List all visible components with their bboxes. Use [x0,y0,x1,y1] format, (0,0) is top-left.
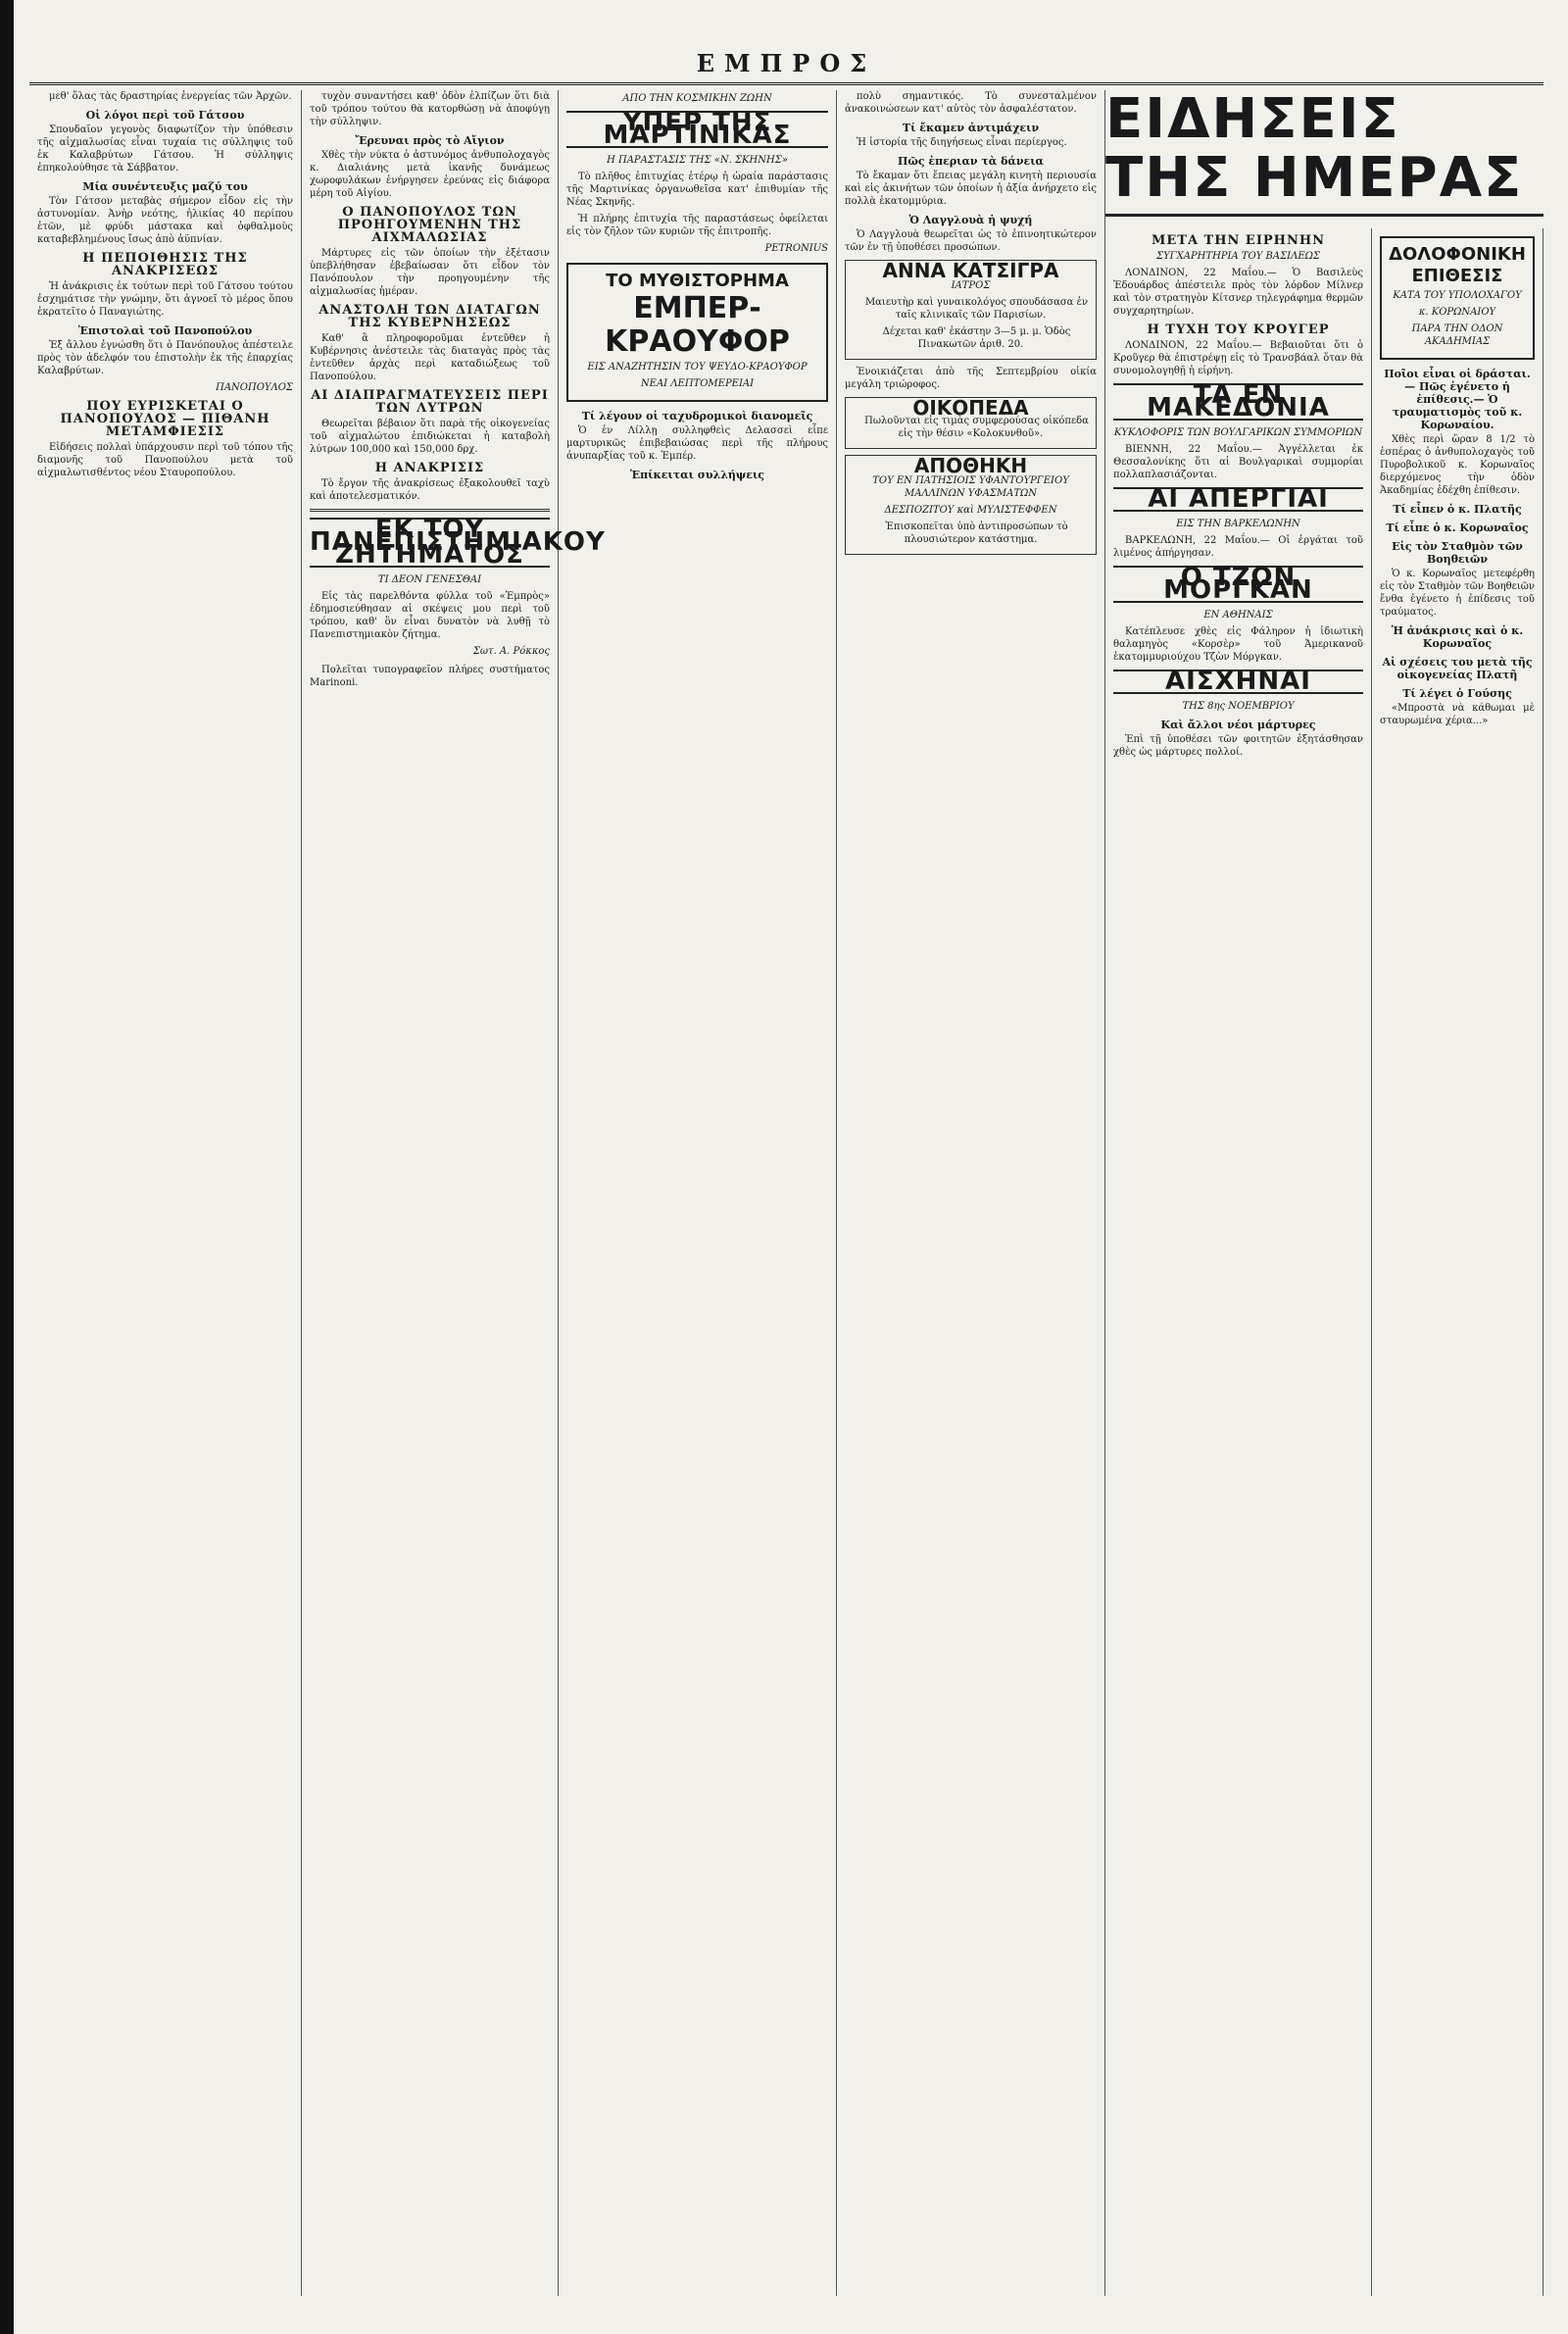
col6-head-6: Αἱ σχέσεις του μετὰ τῆς οἰκογενείας Πλατῆ [1382,656,1533,681]
col4-head-4: ΑΝΝΑ ΚΑΤΣΙΓΡΑ [882,259,1059,282]
col1-p5: Εἰδήσεις πολλαὶ ὑπάρχουσιν περὶ τοῦ τόπου τῆς διαμονῆς τοῦ Πανοπούλου μετὰ τοῦ αἰχμαλωτισθέντος νέου Σταυροπούλου. [37,442,293,478]
col5-subhead-2: ΣΥΓΧΑΡΗΤΗΡΙΑ ΤΟΥ ΒΑΣΙΛΕΩΣ [1156,251,1320,262]
col2-head-3: ΑΝΑΣΤΟΛΗ ΤΩΝ ΔΙΑΤΑΓΩΝ ΤΗΣ ΚΥΒΕΡΝΗΣΕΩΣ [318,303,541,330]
col2-p8: Πολεῖται τυπογραφεῖον πλήρες συστήματος Marinoni. [310,665,550,688]
column-5 [1105,228,1372,2296]
col5-head-2: ΜΕΤΑ ΤΗΝ ΕΙΡΗΝΗΝ [1151,233,1326,248]
col6-p1: Ποῖοι εἶναι οἱ δράσται.— Πῶς ἐγένετο ἡ ἐπίθεσις.— Ὁ τραυματισμὸς τοῦ κ. Κορωναίου. [1384,368,1531,431]
col2-p5: Θεωρεῖται βέβαιον ὅτι παρὰ τῆς οἰκογενείας τοῦ αἰχμαλώτου ἐπιδιώκεται ἡ καταβολὴ λύτρων 100,000 καὶ 150,000 δρχ. [310,419,550,455]
col4-p5: Μαιευτὴρ καὶ γυναικολόγος σπουδάσασα ἐν ταῖς κλινικαῖς τῶν Παρισίων. [864,297,1089,321]
col2-p4: Καθ' ἃ πληροφοροῦμαι ἐντεῦθεν ἡ Κυβέρνησις ἀνέστειλε τὰς διαταγὰς πρὸς τὰς ἐντεῦθεν ἀρχὰς περὶ καταδιώξεως τοῦ Πανοπούλου. [310,333,550,382]
col6-head-1b: ΕΠΙΘΕΣΙΣ [1411,266,1503,286]
col4-head-1: Τί ἔκαμεν ἀντιμάχειν [902,122,1040,134]
col6-p4: «Μπροστὰ νὰ κάθωμαι μὲ σταυρωμένα χέρια...» [1380,703,1535,726]
col2-head-1: Ἔρευναι πρὸς τὸ Αἴγιον [355,134,505,147]
col4-p3: Τὸ ἔκαμαν ὅτι ἔπειας μεγάλη κινητὴ περιουσία καὶ εἰς ἀκινήτων τῶν ὁποίων ἡ ἀξία ἀνήρχετο εἰς πολλὰ ἑκατομμύρια. [845,171,1097,207]
col6-p2: Χθὲς περὶ ὥραν 8 1/2 τὸ ἑσπέρας ὁ ἀνθυπολοχαγὸς τοῦ Πυροβολικοῦ κ. Κορωναῖος διερχόμενος τὴν ὁδὸν Ἀκαδημίας ἐδέχθη ἐπίθεσιν. [1380,434,1535,496]
col6-head-2: Τί εἶπεν ὁ κ. Πλατῆς [1393,503,1522,516]
col4-advert-doctor [845,260,1097,360]
col3-head-2b: ΕΜΠΕΡ-ΚΡΑΟΥΦΟΡ [605,291,790,359]
col3-novel-box [566,263,828,402]
col4-advert-plots [845,397,1097,449]
col5-head-5: ΑΙ ΑΠΕΡΓΙΑΙ [1113,487,1363,512]
column-4 [837,90,1105,2296]
col5-head-6: Ο ΤΖΩΝ ΜΟΡΓΚΑΝ [1113,566,1363,603]
col1-head-5: ΠΟΥ ΕΥΡΙΣΚΕΤΑΙ Ο ΠΑΝΟΠΟΥΛΟΣ — ΠΙΘΑΝΗ ΜΕΤΑΜΦΙΕΣΙΣ [60,399,270,439]
col6-subhead-1c: ΠΑΡΑ ΤΗΝ ΟΔΟΝ ΑΚΑΔΗΜΙΑΣ [1411,323,1503,347]
col3-subhead-1: Η ΠΑΡΑΣΤΑΣΙΣ ΤΗΣ «Ν. ΣΚΗΝΗΣ» [607,155,788,166]
col4-head-5: ΟΙΚΟΠΕΔΑ [912,396,1029,420]
col2-head-6: ΕΚ ΤΟΥ ΠΑΝΕΠΙΣΤΗΜΙΑΚΟΥ ΖΗΤΗΜΑΤΟΣ [310,515,606,570]
col5-subhead-4: ΚΥΚΛΟΦΟΡΙΣ ΤΩΝ ΒΟΥΛΓΑΡΙΚΩΝ ΣΥΜΜΟΡΙΩΝ [1113,427,1363,438]
col5-head-7: ΑΙΣΧΗΝΑΙ [1113,670,1363,694]
col6-head-7: Τί λέγει ὁ Γούσης [1402,687,1512,700]
col6-subhead-1b: κ. ΚΟΡΩΝΑΙΟΥ [1418,307,1496,318]
col5-p6: Καὶ ἄλλοι νέοι μάρτυρες [1160,719,1316,731]
col1-p1: Σπουδαῖον γεγονὸς διαφωτίζον τὴν ὑπόθεσιν τῆς αἰχμαλωσίας εἶναι τυχαία τις σύλληψις τοῦ ἐκ Καλαβρύτων Γάτσου. Ἡ σύλληψις ἐπηκολούθησε τὰ Σάββατον. [37,124,293,174]
col5-head-1: ΕΙΔΗΣΕΙΣ ΤΗΣ ΗΜΕΡΑΣ [1105,90,1544,217]
col6-p3: Ὁ κ. Κορωναῖος μετεφέρθη εἰς τὸν Σταθμὸν τῶν Βοηθειῶν ἔνθα ἐγένετο ἡ ἐπίδεσις τοῦ τραύματος. [1380,569,1535,618]
column-1 [29,90,302,2296]
col4-head-2: Πῶς ἐπεριαν τὰ δάνεια [898,155,1044,168]
col5-p3: ΒΙΕΝΝΗ, 22 Μαΐου.— Ἀγγέλλεται ἐκ Θεσσαλονίκης ὅτι αἱ Βουλγαρικαὶ συμμορίαι πολλαπλασιάζονται. [1113,444,1363,480]
col3-p5: Ἐπίκειται συλλήψεις [630,469,764,481]
col6-head-4: Εἰς τὸν Σταθμὸν τῶν Βοηθειῶν [1392,540,1523,566]
col5-p4: ΒΑΡΚΕΛΩΝΗ, 22 Μαΐου.— Οἱ ἐργάται τοῦ λιμένος ἀπήργησαν. [1113,535,1363,559]
col4-p7: Ἐνοικιάζεται ἀπὸ τῆς Σεπτεμβρίου οἰκία μεγάλη τριώροφος. [845,367,1097,390]
col1-p3: Ἡ ἀνάκρισις ἐκ τούτων περὶ τοῦ Γάτσου τούτου ἐσχημάτισε τὴν γνώμην, ὅτι ἀγνοεῖ τὸ μέρος ὅπου ἐκρατεῖτο ὁ Παναγιώτης. [37,281,293,318]
col6-head-5: Ἡ ἀνάκρισις καὶ ὁ κ. Κορωναῖος [1391,624,1524,650]
col1-signature: ΠΑΝΟΠΟΥΛΟΣ [216,382,293,393]
col2-p3: Μάρτυρες εἰς τῶν ὁποίων τὴν ἐξέτασιν ὑπεβλήθησαν ἐβεβαίωσαν ὅτι εἶδον τὸν Πανόπουλον τὴν προηγουμένην τῆς αἰχμαλωσίας ἡμέραν. [310,248,550,297]
col2-p2: Χθὲς τὴν νύκτα ὁ ἀστυνόμος ἀνθυπολοχαγὸς κ. Διαλιάνης μετὰ ἰκανῆς δυνάμεως χωροφυλάκων ἐνήργησεν ἐρεύνας εἰς διάφορα μέρη τοῦ Αἰγίου. [310,150,550,199]
col4-subhead-4: ΙΑΤΡΟΣ [951,280,991,291]
col3-head-1: ΥΠΕΡ ΤΗΣ ΜΑΡΤΙΝΙΚΑΣ [566,111,828,148]
col4-p4: Ὁ Λαγγλουὰ θεωρεῖται ὡς τὸ ἐπινοητικώτερον τῶν ἐν τῇ ὑποθέσει προσώπων. [845,229,1097,253]
col6-head-1: ΔΟΛΟΦΟΝΙΚΗ [1389,244,1526,265]
col1-head-4: Ἐπιστολαὶ τοῦ Πανοπούλου [77,324,253,337]
col5-subhead-6: ΕΝ ΑΘΗΝΑΙΣ [1203,610,1273,621]
masthead-title: ΕΜΠΡΟΣ [696,49,877,77]
col1-head-1: Οἱ λόγοι περὶ τοῦ Γάτσου [85,109,245,122]
col2-p1: τυχὸν συναντήσει καθ' ὁδὸν ἐλπίζων ὅτι διὰ τοῦ τρόπου τούτου θὰ κατορθώσῃ νὰ ἀποφύγῃ τὴν σύλληψιν. [310,91,550,127]
col6-head-3: Τί εἶπε ὁ κ. Κορωναῖος [1386,521,1529,534]
col5-p5: Κατέπλευσε χθὲς εἰς Φάληρον ἡ ἰδιωτικὴ θαλαμηγὸς «Κορσὲρ» τοῦ Ἀμερικανοῦ ἑκατομμυριούχου Τζὼν Μόργκαν. [1113,626,1363,663]
col3-p4: Ὁ ἐν Λίλλῃ συλληφθεὶς Δελασσεὶ εἶπε μαρτυρικῶς ἐπιβεβαιώσας περὶ τῆς πλήρους ἀνυπαρξίας τοῦ κ. Ἐμπέρ. [566,425,828,462]
col5-p2: ΛΟΝΔΙΝΟΝ, 22 Μαΐου.— Βεβαιοῦται ὅτι ὁ Κροῦγερ θὰ ἐπιστρέψῃ εἰς τὸ Τρανσβάαλ ὅταν θὰ συνομολογηθῇ ἡ εἰρήνη. [1113,340,1363,376]
col3-head-2: ΤΟ ΜΥΘΙΣΤΟΡΗΜΑ [606,271,789,291]
col5-head-4: ΤΑ ΕΝ ΜΑΚΕΔΟΝΙΑ [1113,383,1363,421]
col5-head-3: Η ΤΥΧΗ ΤΟΥ ΚΡΟΥΓΕΡ [1147,323,1330,337]
col6-subhead-1: ΚΑΤΑ ΤΟΥ ΥΠΟΛΟΧΑΓΟΥ [1393,290,1522,301]
col3-p1: Τὸ πλῆθος ἐπιτυχίας ἑτέρῳ ἡ ὡραία παράστασις τῆς Μαρτινίκας ὀργανωθεῖσα κατ' ἐπιθυμίαν τῆς Νέας Σκηνῆς. [566,172,828,208]
col5-subhead-7: ΤΗΣ 8ης ΝΟΕΜΒΡΙΟΥ [1182,701,1295,712]
col2-head-4: ΑΙ ΔΙΑΠΡΑΓΜΑΤΕΥΣΕΙΣ ΠΕΡΙ ΤΩΝ ΛΥΤΡΩΝ [311,388,549,416]
col4-subhead-6b: ΔΕΣΠΟΖΙΤΟΥ καὶ ΜΥΛΙΣΤΕΦΦΕΝ [884,505,1057,516]
col2-signature: Σωτ. Α. Ρόκκος [472,646,550,657]
col3-signature: PETRONIUS [764,243,828,254]
col1-head-3: Η ΠΕΠΟΙΘΗΣΙΣ ΤΗΣ ΑΝΑΚΡΙΣΕΩΣ [82,251,248,278]
col3-subhead-2: ΕΙΣ ΑΝΑΖΗΤΗΣΙΝ ΤΟΥ ΨΕΥΔΟ-ΚΡΑΟΥΦΟΡ [587,362,808,372]
column-6 [1372,228,1544,2296]
col2-p7: Εἰς τὰς παρελθόντα φύλλα τοῦ «Ἐμπρὸς» ἐδημοσιεύθησαν αἱ σκέψεις μου περὶ τοῦ τρόπου, καθ' ὃν εἶναι δυνατὸν νὰ λυθῇ τὸ Πανεπιστημιακὸν ζήτημα. [310,591,550,640]
col6-headline-box [1380,236,1535,360]
news-of-the-day-banner [1105,87,1544,223]
col4-p6: Δέχεται καθ' ἑκάστην 3—5 μ. μ. Ὁδὸς Πινακωτῶν ἀριθ. 20. [882,326,1071,350]
col5-subhead-5: ΕΙΣ ΤΗΝ ΒΑΡΚΕΛΩΝΗΝ [1176,519,1300,529]
column-3 [559,90,837,2296]
col3-p3: Τί λέγουν οἱ ταχυδρομικοὶ διανομεῖς [581,410,813,422]
col2-head-2: Ο ΠΑΝΟΠΟΥΛΟΣ ΤΩΝ ΠΡΟΗΓΟΥΜΕΝΗΝ ΤΗΣ ΑΙΧΜΑΛΩΣΙΑΣ [337,205,522,245]
col4-head-6: ΑΠΟΘΗΚΗ [913,454,1028,477]
col2-p6: Τὸ ἔργον τῆς ἀνακρίσεως ἐξακολουθεῖ ταχὺ καὶ ἀποτελεσματικόν. [310,478,550,502]
col4-advert-warehouse [845,455,1097,555]
col4-p9: Ἐπισκοπεῖται ὑπὸ ἀντιπροσώπων τὸ πλουσιώτερον κατάστημα. [885,521,1068,545]
col3-subhead-2b: ΝΕΑΙ ΛΕΠΤΟΜΕΡΕΙΑΙ [640,378,755,389]
col5-p7: Ἐπὶ τῇ ὑποθέσει τῶν φοιτητῶν ἐξητάσθησαν χθὲς ὡς μάρτυρες πολλοί. [1113,734,1363,758]
binding-edge [0,0,14,2334]
col2-subhead-6: ΤΙ ΔΕΟΝ ΓΕΝΕΣΘΑΙ [377,574,482,585]
col2-head-5: Η ΑΝΑΚΡΙΣΙΣ [374,461,485,475]
col4-p8: Πωλοῦνται εἰς τιμὰς συμφερούσας οἰκόπεδα εἰς τὴν θέσιν «Κολοκυνθοῦ». [864,416,1089,439]
col1-head-2: Μία συνέντευξις μαζύ του [82,180,248,193]
col4-p1: πολὺ σημαντικός. Τὸ συνεσταλμένον ἀνακοινώσεων κατ' αὐτὸς τὸν ἀσφαλέστατον. [845,91,1097,115]
col4-subhead-6: ΤΟΥ ΕΝ ΠΑΤΗΣΙΟΙΣ ΥΦΑΝΤΟΥΡΓΕΙΟΥ ΜΑΛΛΙΝΩΝ ΥΦΑΣΜΑΤΩΝ [872,475,1069,499]
col4-head-3: Ὁ Λαγγλουὰ ἡ ψυχή [908,214,1033,226]
col4-p2: Ἡ ἱστορία τῆς διηγήσεως εἶναι περίεργος. [857,137,1067,148]
column-2 [302,90,606,2296]
col3-kicker: ΑΠΟ ΤΗΝ ΚΟΣΜΙΚΗΝ ΖΩΗΝ [622,93,772,104]
col5-p1: ΛΟΝΔΙΝΟΝ, 22 Μαΐου.— Ὁ Βασιλεὺς Ἐδουάρδος ἀπέστειλε πρὸς τὸν λόρδον Μίλνερ καὶ τὸν στρατηγὸν Κίτσνερ τηλεγράφημα θερμῶν συγχαρητηρίων. [1113,268,1363,317]
masthead [29,49,1544,85]
col1-opening: μεθ' ὅλας τὰς δραστηρίας ἐνεργείας τῶν Ἀρχῶν. [49,91,292,102]
col3-p2: Ἡ πλήρης ἐπιτυχία τῆς παραστάσεως ὀφείλεται εἰς τὸν ζῆλον τῶν κυριῶν τῆς ἐπιτροπῆς. [566,214,828,237]
col1-p4: Ἐξ ἄλλου ἐγνώσθη ὅτι ὁ Πανόπουλος ἀπέστειλε πρὸς τὸν ἀδελφόν του ἐπιστολὴν ἐκ τῆς ἐπαρχίας Καλαβρύτων. [37,340,293,376]
col1-p2: Τὸν Γάτσον μεταβὰς σήμερον εἶδον εἰς τὴν ἀστυνομίαν. Ἀνὴρ νεότης, ἡλικίας 40 περίπου ἐτῶν, μὲ φρύδι μάστακα καὶ ὀφθαλμοὺς καταβεβλημένους ἴσως ἀπὸ ἀϋπνίαν. [37,196,293,245]
